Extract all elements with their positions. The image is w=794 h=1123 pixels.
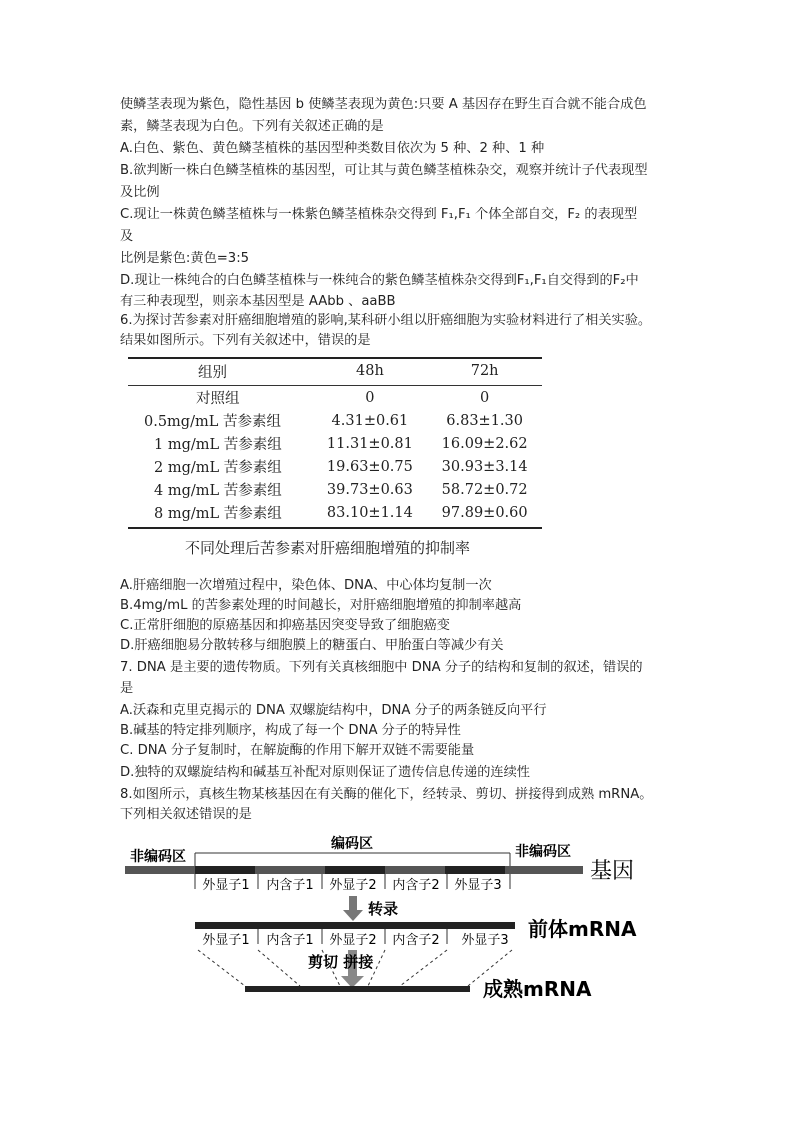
table-cell: 97.89±0.60 bbox=[441, 504, 528, 521]
splice-guide-line bbox=[198, 950, 245, 986]
intron-2-label: 内含子2 bbox=[392, 933, 440, 948]
option-a: A.白色、紫色、黄色鳞茎植株的基因型种类数目依次为 5 种、2 种、1 种 bbox=[120, 141, 545, 156]
question-8: 8.如图所示，真核生物某核基因在有关酶的催化下，经转录、剪切、拼接得到成熟 mRNA。 bbox=[120, 787, 653, 802]
splicing-label: 剪切 拼接 bbox=[308, 953, 374, 971]
table-cell: 对照组 bbox=[196, 391, 240, 407]
option-c: C. DNA 分子复制时，在解旋酶的作用下解开双链不需要能量 bbox=[120, 743, 475, 758]
text-line: 使鳞茎表现为紫色，隐性基因 b 使鳞茎表现为黄色:只要 A 基因存在野生百合就不能合成色 bbox=[120, 97, 647, 112]
table-cell: 58.72±0.72 bbox=[441, 481, 528, 498]
text-line: 素，鳞茎表现为白色。下列有关叙述正确的是 bbox=[120, 119, 384, 134]
text-line: 及比例 bbox=[120, 185, 160, 200]
pre-mrna-label: 前体mRNA bbox=[528, 917, 637, 941]
text-line: 有三种表现型，则亲本基因型是 AAbb 、aaBB bbox=[120, 294, 396, 309]
table-cell: 0 bbox=[365, 389, 375, 406]
table-row bbox=[128, 478, 542, 501]
text-line: 下列相关叙述错误的是 bbox=[120, 807, 252, 822]
table-row bbox=[128, 409, 542, 432]
option-a: A.沃森和克里克揭示的 DNA 双螺旋结构中，DNA 分子的两条链反向平行 bbox=[120, 703, 547, 718]
intron-2-label: 内含子2 bbox=[392, 878, 440, 893]
question-6: 6.为探讨苦参素对肝癌细胞增殖的影响,某科研小组以肝癌细胞为实验材料进行了相关实验。 bbox=[120, 313, 652, 328]
table-header: 72h bbox=[427, 357, 542, 386]
noncoding-left-label: 非编码区 bbox=[130, 849, 186, 865]
noncoding-right-label: 非编码区 bbox=[515, 844, 571, 860]
exon-2-label: 外显子2 bbox=[329, 933, 377, 948]
table-caption: 不同处理后苦参素对肝癌细胞增殖的抑制率 bbox=[185, 539, 471, 557]
option-c: C.正常肝细胞的原癌基因和抑癌基因突变导致了细胞癌变 bbox=[120, 618, 450, 633]
table-cell: 1 mg/mL 苦参素组 bbox=[154, 437, 282, 453]
table-header-row bbox=[128, 357, 542, 386]
option-a: A.肝癌细胞一次增殖过程中，染色体、DNA、中心体均复制一次 bbox=[120, 578, 492, 593]
intron-1-label: 内含子1 bbox=[266, 878, 314, 893]
mature-mrna-label: 成熟mRNA bbox=[483, 977, 592, 1001]
table-cell: 39.73±0.63 bbox=[326, 481, 413, 498]
option-d: D.现让一株纯合的白色鳞茎植株与一株纯合的紫色鳞茎植株杂交得到F₁,F₁自交得到的F₂中 bbox=[120, 273, 639, 288]
exon-3-label: 外显子3 bbox=[461, 933, 509, 948]
option-c: C.现让一株黄色鳞茎植株与一株紫色鳞茎植株杂交得到 F₁,F₁ 个体全部自交，F₂ 的表现型 bbox=[120, 207, 638, 222]
table-cell: 0 bbox=[480, 389, 490, 406]
option-d: D.独特的双螺旋结构和碱基互补配对原则保证了遗传信息传递的连续性 bbox=[120, 765, 530, 780]
option-b: B.碱基的特定排列顺序，构成了每一个 DNA 分子的特异性 bbox=[120, 723, 461, 738]
option-b: B.欲判断一株白色鳞茎植株的基因型，可让其与黄色鳞茎植株杂交，观察并统计子代表现型 bbox=[120, 163, 648, 178]
text-line: 结果如图所示。下列有关叙述中，错误的是 bbox=[120, 333, 371, 348]
table-header: 48h bbox=[313, 357, 428, 386]
intron-1-label: 内含子1 bbox=[266, 933, 314, 948]
coding-region-label: 编码区 bbox=[331, 836, 373, 852]
table-row bbox=[128, 432, 542, 455]
table-row bbox=[128, 501, 542, 524]
text-line: 是 bbox=[120, 681, 134, 696]
exon-1-label: 外显子1 bbox=[202, 878, 250, 893]
exon-2-label: 外显子2 bbox=[329, 878, 377, 893]
table-header: 组别 bbox=[128, 357, 313, 386]
exon-1-label: 外显子1 bbox=[202, 933, 250, 948]
table-cell: 2 mg/mL 苦参素组 bbox=[154, 460, 282, 476]
question-7: 7. DNA 是主要的遗传物质。下列有关真核细胞中 DNA 分子的结构和复制的叙述，错误的 bbox=[120, 660, 643, 675]
table-cell: 19.63±0.75 bbox=[326, 458, 413, 475]
table-cell: 8 mg/mL 苦参素组 bbox=[154, 506, 282, 522]
table-cell: 16.09±2.62 bbox=[441, 435, 528, 452]
option-d: D.肝癌细胞易分散转移与细胞膜上的糖蛋白、甲胎蛋白等减少有关 bbox=[120, 638, 504, 653]
text-line: 及 bbox=[120, 229, 134, 244]
table-cell: 4.31±0.61 bbox=[331, 412, 409, 429]
option-b: B.4mg/mL 的苦参素处理的时间越长，对肝癌细胞增殖的抑制率越高 bbox=[120, 598, 522, 613]
table-cell: 6.83±1.30 bbox=[446, 412, 523, 429]
table-bottom-rule bbox=[128, 527, 542, 529]
table-row bbox=[128, 386, 542, 410]
table-cell: 83.10±1.14 bbox=[326, 504, 413, 521]
table-cell: 0.5mg/mL 苦参素组 bbox=[144, 414, 281, 430]
table-row bbox=[128, 455, 542, 478]
arrow-down-icon bbox=[349, 896, 357, 910]
inhibition-rate-table bbox=[128, 357, 542, 524]
transcription-label: 转录 bbox=[368, 900, 399, 918]
gene-label: 基因 bbox=[590, 859, 635, 884]
text-line: 比例是紫色:黄色=3:5 bbox=[120, 251, 250, 266]
mature-mrna-bar bbox=[245, 986, 470, 992]
exon-3-label: 外显子3 bbox=[454, 878, 502, 893]
table-cell: 11.31±0.81 bbox=[326, 435, 413, 452]
table-cell: 4 mg/mL 苦参素组 bbox=[154, 483, 282, 499]
gene-splicing-diagram bbox=[0, 826, 794, 1016]
table-cell: 30.93±3.14 bbox=[441, 458, 528, 475]
pre-mrna-bar bbox=[195, 922, 515, 929]
